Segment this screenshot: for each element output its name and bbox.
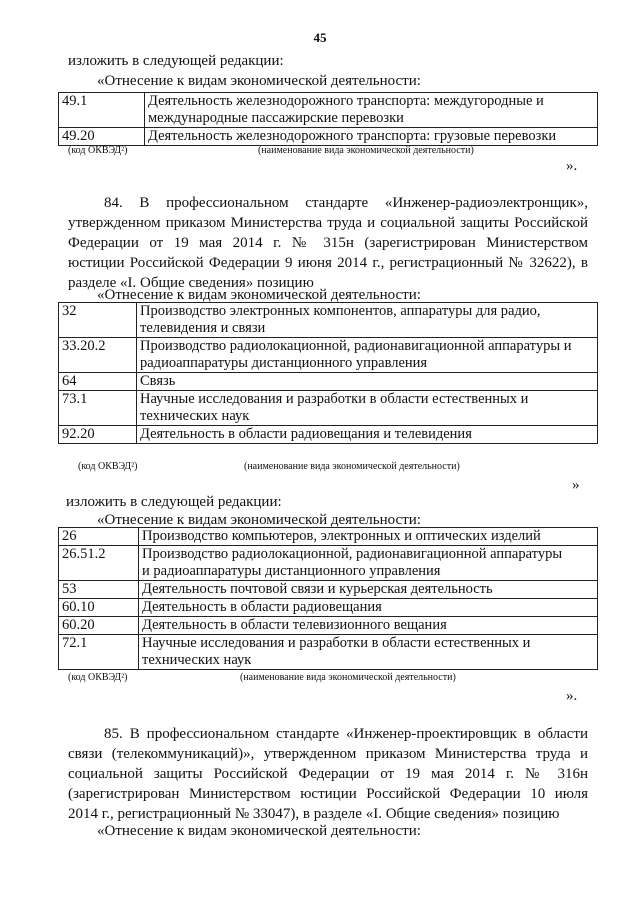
activity-name-line: Деятельность железнодорожного транспорта: междугородные и (148, 93, 544, 109)
okved-code-cell: 72.1 (59, 635, 139, 670)
block1-caption-name: (наименование вида экономической деятельности) (258, 145, 474, 156)
page-number: 45 (313, 30, 327, 45)
block3-lead: изложить в следующей редакции: (66, 494, 282, 510)
activity-name-line: технических наук (140, 408, 250, 424)
paragraph-84-line: разделе «I. Общие сведения» позицию (68, 275, 314, 291)
activity-name-line: Производство радиолокационной, радионавигационной аппаратуры и (140, 338, 572, 354)
activity-name-line: Деятельность в области телевизионного вещания (142, 617, 447, 633)
block1-closing-quote: ». (566, 158, 578, 174)
block1-caption-code: (код ОКВЭД²) (68, 145, 128, 156)
block2-table-body (59, 303, 598, 444)
block2-heading: «Отнесение к видам экономической деятельности: (97, 287, 421, 303)
activity-name-cell (137, 391, 598, 426)
activity-name-line: Деятельность в области радиовещания (142, 599, 382, 615)
okved-code-cell: 33.20.2 (59, 338, 137, 373)
activity-name-line: Научные исследования и разработки в области естественных и (140, 391, 529, 407)
block2-okved-table (58, 302, 598, 444)
block3-caption-name: (наименование вида экономической деятельности) (240, 672, 456, 683)
table-row (59, 391, 598, 426)
activity-name-cell (139, 599, 598, 617)
activity-name-cell (139, 617, 598, 635)
activity-name-cell (139, 635, 598, 670)
paragraph-84-line: Федерации от 19 мая 2014 г. № 315н (зарегистрирован Министерством (68, 235, 588, 251)
block1-okved-table (58, 92, 598, 146)
block2-closing-quote: » (572, 477, 580, 493)
table-row (59, 93, 598, 128)
okved-code-cell: 26.51.2 (59, 546, 139, 581)
table-row (59, 373, 598, 391)
activity-name-cell (139, 546, 598, 581)
activity-name-line: Производство электронных компонентов, аппаратуры для радио, (140, 303, 541, 319)
activity-name-line: Научные исследования и разработки в области естественных и (142, 635, 531, 651)
paragraph-84-line: 84. В профессиональном стандарте «Инженер-радиоэлектронщик», (104, 195, 588, 211)
activity-name-line: радиоаппаратуры дистанционного управления (140, 355, 428, 371)
paragraph-85-line: связи (телекоммуникаций)», утвержденном приказом Министерства труда и (68, 746, 588, 762)
activity-name-line: Деятельность железнодорожного транспорта: грузовые перевозки (148, 128, 557, 144)
table-row (59, 599, 598, 617)
block3-table-body (59, 528, 598, 670)
table-row (59, 303, 598, 338)
table-row (59, 338, 598, 373)
paragraph-85-line: 2014 г., регистрационный № 33047), в разделе «I. Общие сведения» позицию (68, 806, 560, 822)
block2-caption-name: (наименование вида экономической деятельности) (244, 461, 460, 472)
okved-code-cell: 49.20 (59, 128, 145, 146)
activity-name-line: Производство компьютеров, электронных и оптических изделий (142, 528, 541, 544)
activity-name-line: Связь (140, 373, 176, 389)
block3-caption-code: (код ОКВЭД²) (68, 672, 128, 683)
okved-code-cell: 92.20 (59, 426, 137, 444)
table-row (59, 581, 598, 599)
block3-closing-quote: ». (566, 688, 578, 704)
activity-name-cell (145, 128, 598, 146)
block1-lead: изложить в следующей редакции: (68, 53, 284, 69)
paragraph-85-line: (зарегистрирован Министерством юстиции Российской Федерации 10 июля (68, 786, 588, 802)
activity-name-line: Производство радиолокационной, радионавигационной аппаратуры (142, 546, 563, 562)
table-row (59, 528, 598, 546)
block1-table-body (59, 93, 598, 146)
activity-name-line: технических наук (142, 652, 252, 668)
paragraph-85-line: социальной защиты Российской Федерации от 19 мая 2014 г. № 316н (68, 766, 588, 782)
okved-code-cell: 26 (59, 528, 139, 546)
block3-okved-table (58, 527, 598, 670)
paragraph-84-line: утвержденном приказом Министерства труда и социальной защиты Российской (68, 215, 588, 231)
activity-name-cell (139, 528, 598, 546)
activity-name-cell (137, 373, 598, 391)
okved-code-cell: 73.1 (59, 391, 137, 426)
block1-heading: «Отнесение к видам экономической деятельности: (97, 73, 421, 89)
activity-name-cell (145, 93, 598, 128)
paragraph-84-line: юстиции Российской Федерации 9 июня 2014 г., регистрационный № 32622), в (68, 255, 588, 271)
table-row (59, 635, 598, 670)
activity-name-cell (137, 338, 598, 373)
okved-code-cell: 49.1 (59, 93, 145, 128)
okved-code-cell: 32 (59, 303, 137, 338)
table-row (59, 426, 598, 444)
okved-code-cell: 64 (59, 373, 137, 391)
table-row (59, 128, 598, 146)
activity-name-line: Деятельность почтовой связи и курьерская деятельность (142, 581, 493, 597)
activity-name-cell (137, 426, 598, 444)
okved-code-cell: 60.10 (59, 599, 139, 617)
block3-heading: «Отнесение к видам экономической деятельности: (97, 512, 421, 528)
activity-name-line: телевидения и связи (140, 320, 266, 336)
block2-caption-code: (код ОКВЭД²) (78, 461, 138, 472)
activity-name-cell (139, 581, 598, 599)
okved-code-cell: 60.20 (59, 617, 139, 635)
activity-name-line: Деятельность в области радиовещания и телевидения (140, 426, 472, 442)
paragraph-85-line: 85. В профессиональном стандарте «Инженер-проектировщик в области (104, 726, 588, 742)
okved-code-cell: 53 (59, 581, 139, 599)
table-row (59, 617, 598, 635)
activity-name-cell (137, 303, 598, 338)
table-row (59, 546, 598, 581)
activity-name-line: и радиоаппаратуры дистанционного управления (142, 563, 441, 579)
paragraph-85-tail: «Отнесение к видам экономической деятельности: (97, 823, 421, 839)
activity-name-line: международные пассажирские перевозки (148, 110, 404, 126)
